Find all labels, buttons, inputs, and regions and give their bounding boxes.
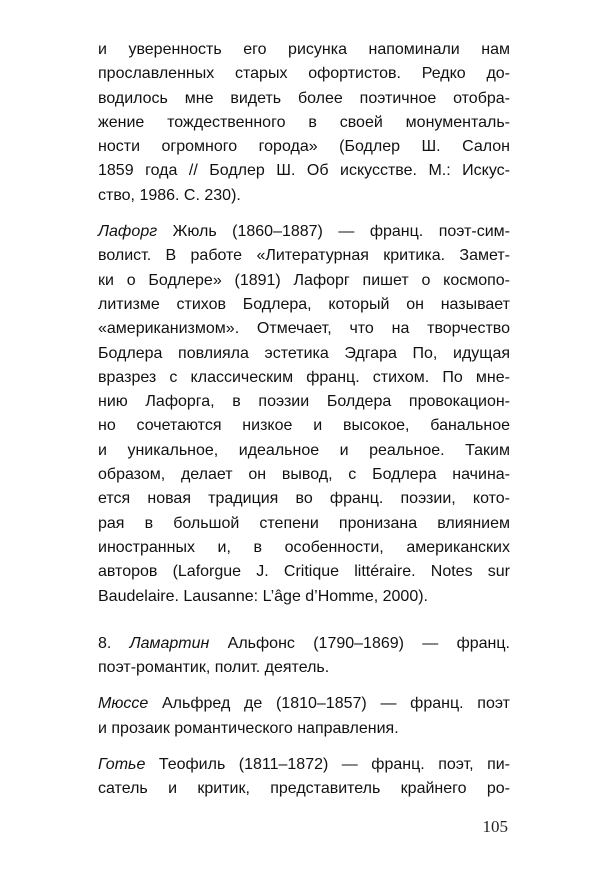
text-line: ство, 1986. С. 230). [98, 186, 241, 204]
text-line: поэт-романтик, полит. деятель. [98, 659, 330, 677]
note-number: 8. [98, 634, 130, 652]
text-line: рая в большой степени пронизана влиянием [98, 514, 510, 532]
text-line: вразрез с классическим франц. стихом. По мне- [98, 368, 510, 386]
paragraph-continuation [98, 38, 510, 208]
entry-text: Альфонс (1790–1869) — франц. [209, 634, 511, 652]
text-line [98, 753, 510, 777]
paragraph-gap [98, 208, 510, 220]
section-gap [98, 609, 510, 632]
text-line: ности огромного города» (Бодлер Ш. Салон [98, 138, 510, 156]
entry-text: Жюль (1860–1887) — франц. поэт-сим- [157, 223, 510, 241]
paragraph-gap [98, 741, 510, 753]
text-line: и уникальное, идеальное и реальное. Таким [98, 441, 510, 459]
text-line: и прозаик романтического направления. [98, 719, 399, 737]
entry-name: Готье [98, 756, 146, 774]
entry-text: Теофиль (1811–1872) — франц. поэт, пи- [145, 756, 510, 774]
text-line: Baudelaire. Lausanne: L’âge d’Homme, 2000). [98, 587, 428, 605]
text-line: образом, делает он вывод, с Бодлера начина- [98, 466, 510, 484]
paragraph-laforgue [98, 220, 510, 609]
text-line: 1859 года // Бодлер Ш. Об искусстве. М.: Искус- [98, 162, 510, 180]
text-line: волист. В работе «Литературная критика. Замет- [98, 247, 510, 265]
text-line [98, 220, 510, 244]
entry-name: Мюссе [98, 695, 149, 713]
text-line: но сочетаются низкое и высокое, банальное [98, 417, 510, 435]
paragraph-gap [98, 680, 510, 692]
page-text [98, 38, 510, 802]
text-line [98, 692, 510, 716]
text-line: иностранных и, в особенности, американских [98, 538, 510, 556]
text-line: водилось мне видеть более поэтичное отобра- [98, 89, 510, 107]
text-line: ки о Бодлере» (1891) Лафорг пишет о космопо- [98, 271, 510, 289]
text-line: авторов (Laforgue J. Critique littéraire. Notes sur [98, 563, 510, 581]
page-number: 105 [482, 817, 508, 836]
entry-name: Ламартин [129, 634, 210, 652]
text-line: и уверенность его рисунка напоминали нам [98, 41, 510, 58]
text-line: сатель и критик, представитель крайнего ро- [98, 780, 510, 798]
text-line: нию Лафорга, в поэзии Болдера провокацион- [98, 393, 510, 411]
entry-gautier [98, 753, 510, 802]
entry-name: Лафорг [98, 223, 158, 241]
text-line: ется новая традиция во франц. поэзии, кото- [98, 490, 510, 508]
text-line: литизме стихов Бодлера, который он называет [98, 295, 510, 313]
text-line: прославленных старых офортистов. Редко до- [98, 65, 510, 83]
entry-musset [98, 692, 510, 741]
text-line: «американизмом». Отмечает, что на творчество [98, 320, 510, 338]
entry-text: Альфред де (1810–1857) — франц. поэт [148, 695, 510, 713]
text-line: жение тождественного в своей монументаль- [98, 113, 510, 131]
text-line: Бодлера повлияла эстетика Эдгара По, идущая [98, 344, 510, 362]
note-8-lamartine [98, 632, 510, 681]
text-line [98, 632, 510, 656]
